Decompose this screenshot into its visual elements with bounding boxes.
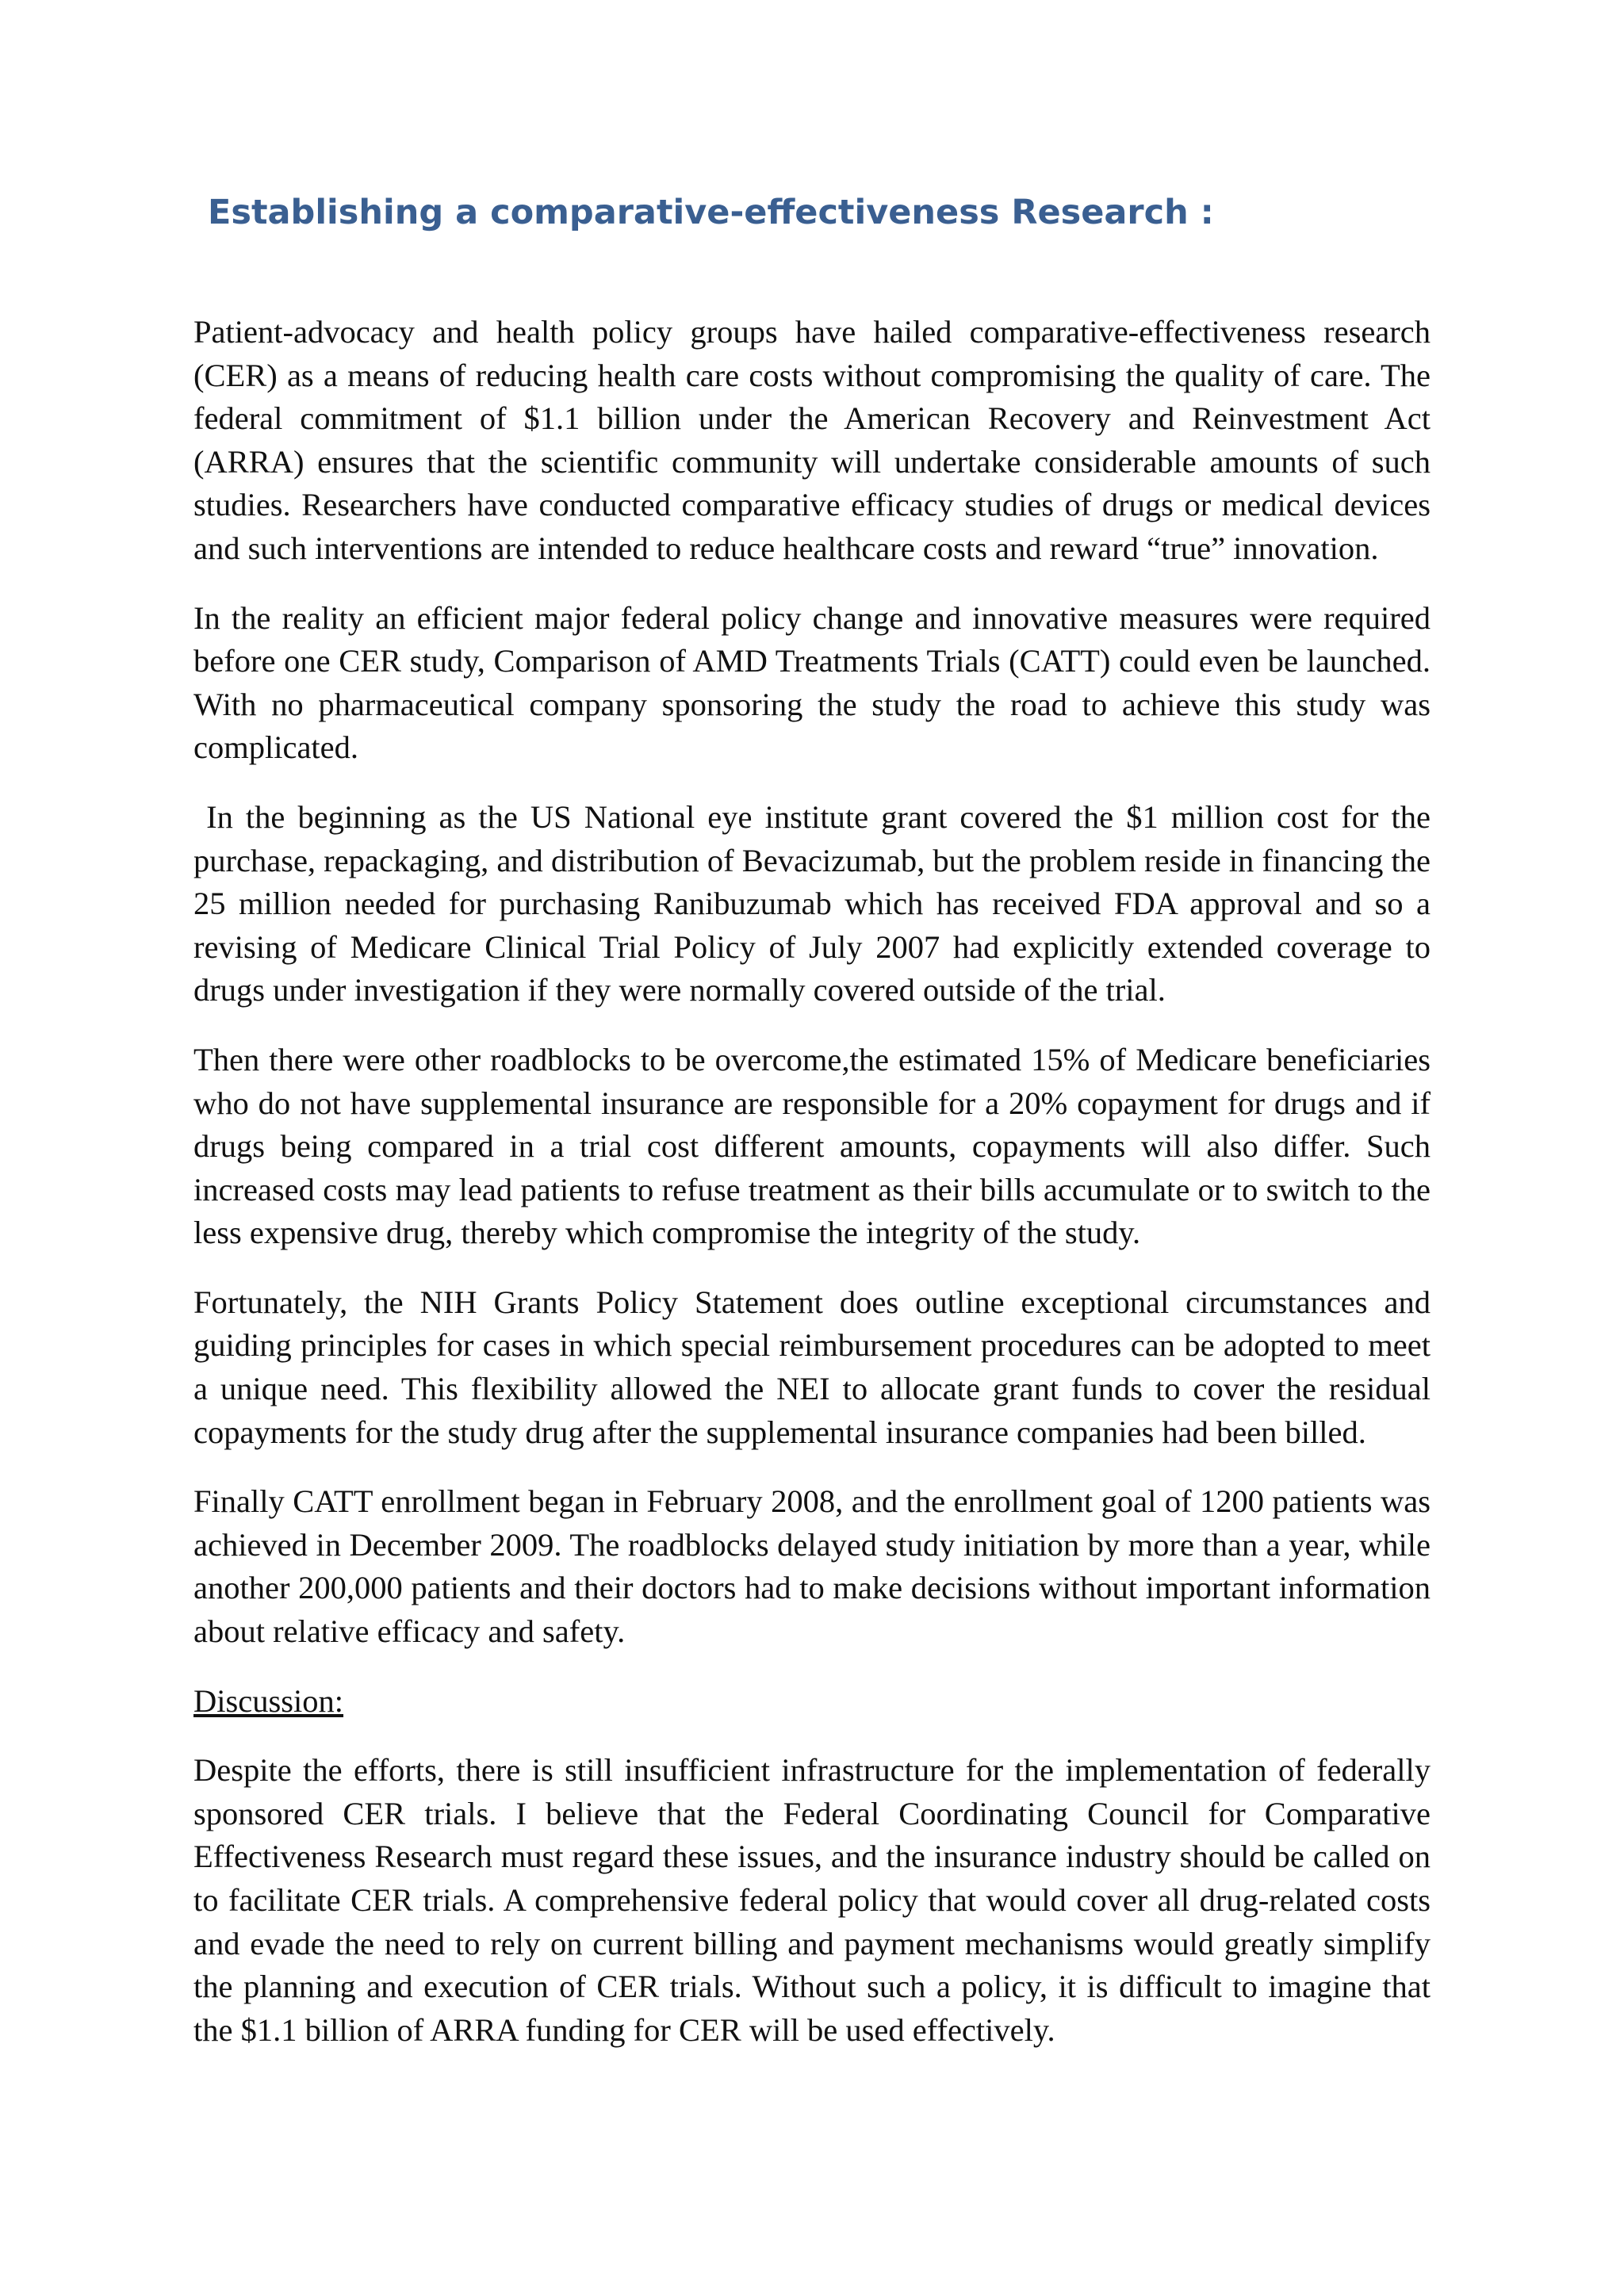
discussion-heading: Discussion: [193, 1682, 344, 1719]
body-paragraph-5: Fortunately, the NIH Grants Policy Statement does outline exceptional circumstances and guiding principles for cases in which special reimbursement procedures can be adopted to meet a unique need. This flexibility allowed the NEI to allocate grant funds to cover the residual copayments for the study drug after the supplemental insurance companies had been billed. [193, 1284, 1431, 1450]
document-body [193, 311, 1439, 2078]
body-paragraph-4: Then there were other roadblocks to be overcome,the estimated 15% of Medicare beneficiaries who do not have supplemental insurance are responsible for a 20% copayment for drugs and if drugs being compared in a trial cost different amounts, copayments will also differ. Such increased costs may lead patients to refuse treatment as their bills accumulate or to switch to the less expensive drug, thereby which compromise the integrity of the study. [193, 1041, 1431, 1251]
body-paragraph-1: Patient-advocacy and health policy groups have hailed comparative-effectiveness research (CER) as a means of reducing health care costs without compromising the quality of care. The federal commitment of $1.1 billion under the American Recovery and Reinvestment Act (ARRA) ensures that the scientific community will undertake considerable amounts of such studies. Researchers have conducted comparative efficacy studies of drugs or medical devices and such interventions are intended to reduce healthcare costs and reward “true” innovation. [193, 314, 1431, 566]
document-title: Establishing a comparative-effectiveness Research : [208, 193, 1214, 232]
body-paragraph-6: Finally CATT enrollment began in February 2008, and the enrollment goal of 1200 patients was achieved in December 2009. The roadblocks delayed study initiation by more than a year, while another 200,000 patients and their doctors had to make decisions without important information about relative efficacy and safety. [193, 1483, 1431, 1650]
discussion-paragraph: Despite the efforts, there is still insufficient infrastructure for the implementation of federally sponsored CER trials. I believe that the Federal Coordinating Council for Comparative Effectiveness Research must regard these issues, and the insurance industry should be called on to facilitate CER trials. A comprehensive federal policy that would cover all drug-related costs and evade the need to rely on current billing and payment mechanisms would greatly simplify the planning and execution of CER trials. Without such a policy, it is difficult to imagine that the $1.1 billion of ARRA funding for CER will be used effectively. [193, 1752, 1431, 2048]
body-paragraph-3: In the beginning as the US National eye institute grant covered the $1 million cost for the purchase, repackaging, and distribution of Bevacizumab, but the problem reside in financing the 25 million needed for purchasing Ranibuzumab which has received FDA approval and so a revising of Medicare Clinical Trial Policy of July 2007 had explicitly extended coverage to drugs under investigation if they were normally covered outside of the trial. [193, 798, 1439, 1008]
body-paragraph-2: In the reality an efficient major federal policy change and innovative measures were required before one CER study, Comparison of AMD Treatments Trials (CATT) could even be launched. With no pharmaceutical company sponsoring the study the road to achieve this study was complicated. [193, 599, 1431, 766]
